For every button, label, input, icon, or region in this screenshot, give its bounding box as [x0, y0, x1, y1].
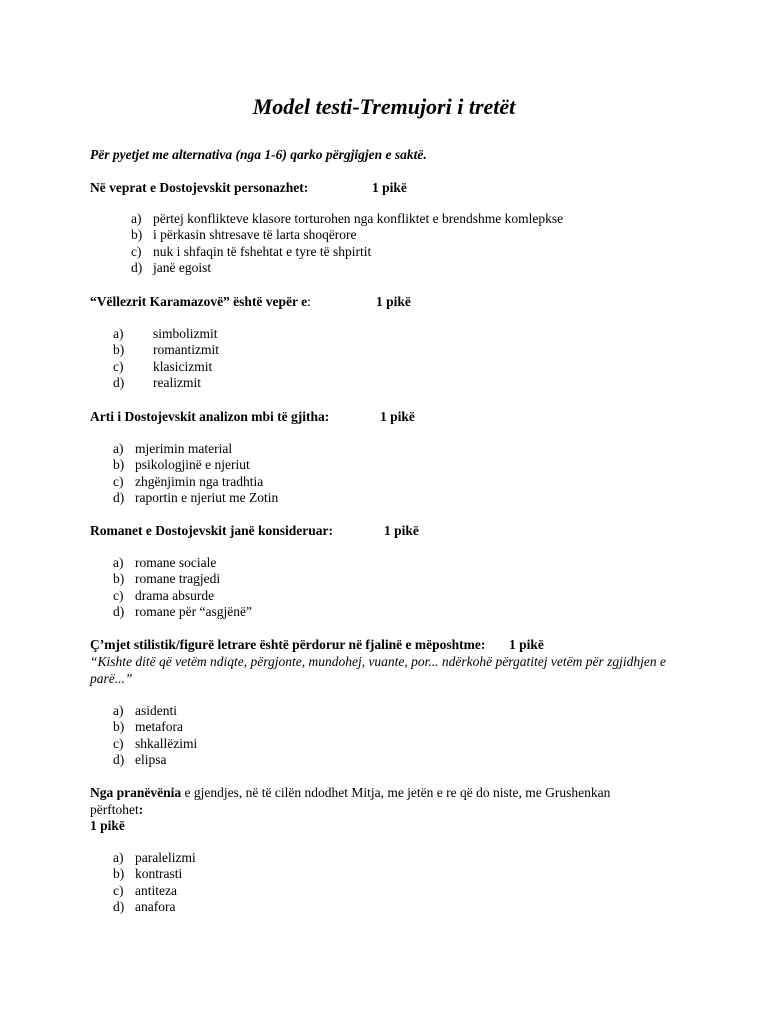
option-d[interactable]: d) raportin e njeriut me Zotin [113, 489, 279, 505]
options-list [113, 850, 196, 915]
question-3 [90, 409, 680, 426]
question-text: e gjendjes, në të cilën ndodhet Mitja, me jetën e re që do niste, me Grushenkan përftohet [90, 785, 611, 817]
option-a[interactable]: a) romane sociale [113, 555, 217, 570]
points-label: 1 pikë [380, 409, 415, 424]
option-a[interactable]: a) paralelizmi [113, 850, 196, 865]
option-d[interactable]: d) elipsa [113, 751, 167, 767]
question-6-points [90, 818, 680, 835]
option-a[interactable]: a) përtej konflikteve klasore torturohen nga konfliktet e brendshme komlepkse [131, 211, 564, 226]
option-b[interactable]: b) romantizmit [113, 342, 219, 358]
quote-text: “Kishte ditë që vetëm ndiqte, përgjonte, mundohej, vuante, por... ndërkohë përgatitej vetëm për zgjidhjen e parë...” [90, 654, 666, 686]
option-c[interactable]: c) zhgënjimin nga tradhtia [113, 473, 264, 489]
options-list [113, 326, 219, 391]
question-4 [90, 523, 680, 540]
points-label: 1 pikë [384, 523, 419, 538]
options-list [113, 703, 197, 768]
option-c[interactable]: c) klasicizmit [113, 358, 213, 374]
question-text: “Vëllezrit Karamazovë” është vepër e [90, 294, 308, 309]
points-label: 1 pikë [509, 637, 544, 652]
option-d[interactable]: d) anafora [113, 898, 176, 914]
options-list [113, 555, 252, 620]
question-text: Ç’mjet stilistik/figurë letrare është përdorur në fjalinë e mëposhtme: [90, 637, 486, 652]
question-5 [90, 637, 680, 654]
option-c[interactable]: c) shkallëzimi [113, 735, 198, 751]
points-label: 1 pikë [90, 818, 125, 833]
option-c[interactable]: c) antiteza [113, 882, 177, 898]
option-b[interactable]: b) i përkasin shtresave të larta shoqërore [131, 227, 357, 243]
points-label: 1 pikë [372, 180, 407, 195]
option-c[interactable]: c) nuk i shfaqin të fshehtat e tyre të shpirtit [131, 243, 372, 259]
option-d[interactable]: d) romane për “asgjënë” [113, 603, 252, 619]
question-6 [90, 785, 635, 818]
options-list [131, 211, 563, 276]
question-text: Në veprat e Dostojevskit personazhet: [90, 180, 309, 195]
question-colon: : [307, 294, 311, 309]
option-d[interactable]: d) janë egoist [131, 259, 212, 275]
option-a[interactable]: a) asidenti [113, 703, 177, 718]
option-b[interactable]: b) psikologjinë e njeriut [113, 457, 250, 473]
option-b[interactable]: b) romane tragjedi [113, 571, 221, 587]
instructions: Për pyetjet me alternativa (nga 1-6) qarko përgjigjen e saktë. [90, 147, 427, 162]
option-a[interactable]: a) mjerimin material [113, 441, 233, 456]
option-b[interactable]: b) kontrasti [113, 866, 183, 882]
options-list [113, 441, 278, 506]
points-label: 1 pikë [376, 294, 411, 309]
option-c[interactable]: c) drama absurde [113, 587, 215, 603]
question-1 [90, 180, 680, 197]
question-lead: Nga pranëvënia [90, 785, 182, 800]
page-title: Model testi-Tremujori i tretët [252, 94, 516, 119]
question-text: Arti i Dostojevskit analizon mbi të gjitha: [90, 409, 330, 424]
question-text: Romanet e Dostojevskit janë konsideruar: [90, 523, 333, 538]
option-a[interactable]: a) simbolizmit [113, 326, 218, 341]
option-d[interactable]: d) realizmit [113, 374, 201, 390]
option-b[interactable]: b) metafora [113, 719, 183, 735]
question-2 [90, 294, 680, 311]
question-colon: : [138, 801, 144, 817]
